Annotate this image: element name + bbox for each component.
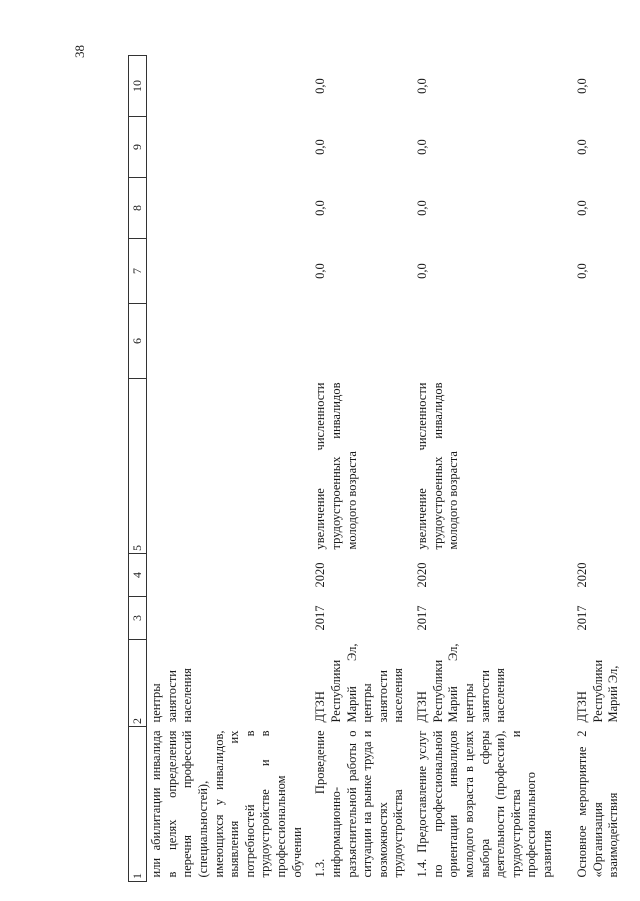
start-year: 2017	[415, 605, 429, 631]
value-col-7: 0,0	[313, 263, 328, 279]
executor: ДТЗН Республики Марий Эл,	[575, 659, 621, 723]
start-year: 2017	[313, 605, 328, 631]
column-number-row	[129, 56, 147, 882]
start-year	[147, 597, 308, 640]
activity-name: или абилитации инвалида в целях определения перечня профессий (специальностей), имеющихся у инвалидов, выявления их потребностей в трудоустройстве и в профессиональном обучении	[149, 730, 304, 878]
page-number: 38	[72, 45, 87, 58]
value-col-10	[147, 56, 308, 117]
value-col-6	[409, 304, 569, 379]
expected-result	[569, 379, 624, 554]
value-col-10: 0,0	[313, 78, 328, 94]
value-col-9: 0,0	[415, 139, 429, 155]
executor: ДТЗН Республики Марий Эл, центры занятости населения	[415, 643, 508, 723]
value-col-7: 0,0	[415, 263, 429, 279]
col-header-7: 7	[129, 239, 147, 304]
value-col-9: 0,0	[575, 139, 589, 155]
start-year: 2017	[575, 605, 589, 631]
table-row	[409, 56, 569, 882]
expected-result: увеличение численности трудоустроенных инвалидов молодого возраста	[415, 382, 461, 550]
end-year	[147, 554, 308, 597]
col-header-10: 10	[129, 56, 147, 117]
rotated-table-wrapper	[128, 72, 621, 882]
activities-table	[128, 55, 624, 882]
activity-name: Основное мероприятие 2 «Организация взаимодействия	[575, 730, 621, 878]
activity-name: 1.4. Предоставление услуг по профессиональной ориентации инвалидов молодого возраста в целях выбора сферы деятельности (профессии), трудоустройства и профессионального развития	[415, 730, 554, 878]
table-row	[569, 56, 624, 882]
expected-result: увеличение численности трудоустроенных инвалидов молодого возраста	[313, 382, 359, 550]
col-header-9: 9	[129, 117, 147, 178]
col-header-8: 8	[129, 178, 147, 239]
value-col-9: 0,0	[313, 139, 328, 155]
expected-result	[147, 379, 308, 554]
col-header-4: 4	[129, 554, 147, 597]
col-header-1: 1	[129, 727, 147, 882]
end-year: 2020	[575, 562, 589, 588]
table-row	[307, 56, 409, 882]
value-col-10: 0,0	[575, 78, 589, 94]
value-col-6	[147, 304, 308, 379]
executor: центры занятости населения	[149, 668, 195, 723]
value-col-8	[147, 178, 308, 239]
table-row	[147, 56, 308, 882]
col-header-6: 6	[129, 304, 147, 379]
end-year: 2020	[415, 562, 429, 588]
value-col-8: 0,0	[313, 200, 328, 216]
value-col-7	[147, 239, 308, 304]
executor: ДТЗН Республики Марий Эл, центры занятости населения	[313, 643, 406, 723]
activity-name: 1.3. Проведение информационно-разъяснительной работы о ситуации на рынке труда и возможностях трудоустройства	[313, 730, 406, 878]
value-col-6	[569, 304, 624, 379]
value-col-6	[307, 304, 409, 379]
value-col-9	[147, 117, 308, 178]
end-year: 2020	[313, 562, 328, 588]
col-header-5: 5	[129, 379, 147, 554]
value-col-8: 0,0	[575, 200, 589, 216]
value-col-10: 0,0	[415, 78, 429, 94]
value-col-8: 0,0	[415, 200, 429, 216]
value-col-7: 0,0	[575, 263, 589, 279]
col-header-2: 2	[129, 640, 147, 727]
col-header-3: 3	[129, 597, 147, 640]
